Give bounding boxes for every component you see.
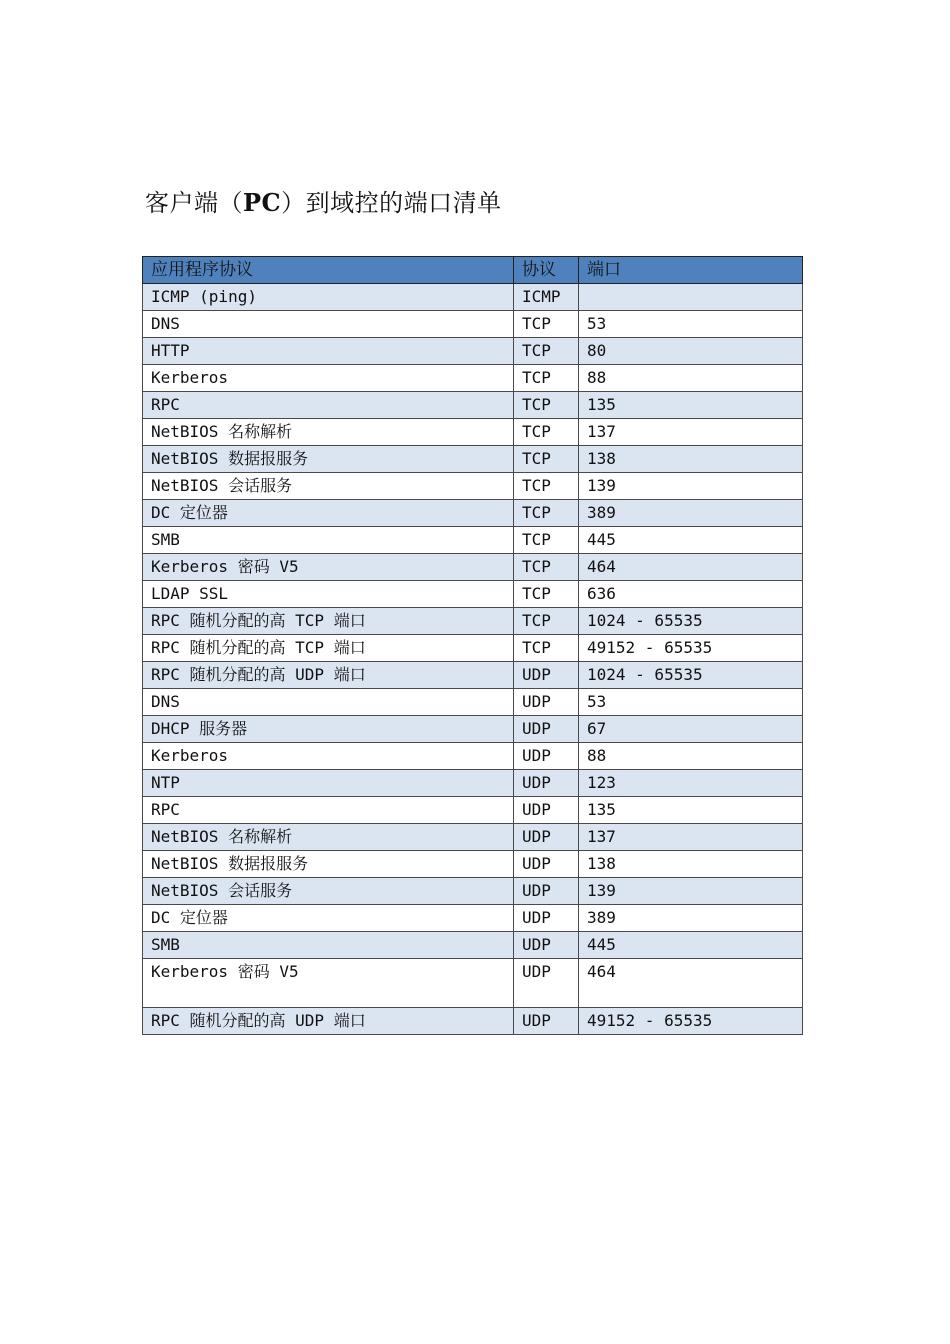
table-row (143, 851, 803, 878)
cell-application-protocol: RPC 随机分配的高 TCP 端口 (143, 635, 514, 662)
cell-protocol: UDP (514, 743, 579, 770)
cell-protocol: UDP (514, 797, 579, 824)
header-application-protocol: 应用程序协议 (143, 257, 514, 284)
cell-protocol: TCP (514, 419, 579, 446)
cell-protocol: UDP (514, 905, 579, 932)
cell-protocol: UDP (514, 662, 579, 689)
table-row (143, 311, 803, 338)
cell-port: 636 (579, 581, 803, 608)
cell-port: 138 (579, 446, 803, 473)
cell-port: 88 (579, 365, 803, 392)
table-row (143, 419, 803, 446)
cell-protocol: TCP (514, 554, 579, 581)
cell-application-protocol: RPC 随机分配的高 UDP 端口 (143, 662, 514, 689)
cell-application-protocol: HTTP (143, 338, 514, 365)
cell-port (579, 284, 803, 311)
cell-protocol: TCP (514, 392, 579, 419)
cell-application-protocol: LDAP SSL (143, 581, 514, 608)
cell-protocol: ICMP (514, 284, 579, 311)
cell-application-protocol: RPC (143, 392, 514, 419)
cell-port: 80 (579, 338, 803, 365)
table-row (143, 608, 803, 635)
cell-application-protocol: RPC 随机分配的高 UDP 端口 (143, 1008, 514, 1035)
table-row (143, 905, 803, 932)
table-row (143, 959, 803, 1008)
cell-port: 135 (579, 797, 803, 824)
table-row (143, 662, 803, 689)
table-row (143, 500, 803, 527)
table-row (143, 635, 803, 662)
cell-application-protocol: ICMP (ping) (143, 284, 514, 311)
cell-protocol: TCP (514, 608, 579, 635)
cell-application-protocol: NetBIOS 数据报服务 (143, 446, 514, 473)
table-row (143, 797, 803, 824)
cell-application-protocol: NTP (143, 770, 514, 797)
cell-port: 53 (579, 689, 803, 716)
page-title-prefix: 客户端（ (145, 189, 243, 217)
cell-port: 445 (579, 527, 803, 554)
table-row (143, 824, 803, 851)
cell-port: 464 (579, 959, 803, 1008)
cell-port: 49152 - 65535 (579, 635, 803, 662)
cell-port: 137 (579, 419, 803, 446)
cell-protocol: UDP (514, 1008, 579, 1035)
cell-protocol: UDP (514, 716, 579, 743)
table-row (143, 689, 803, 716)
cell-application-protocol: Kerberos (143, 365, 514, 392)
cell-application-protocol: DNS (143, 311, 514, 338)
table-header (143, 257, 803, 284)
cell-port: 1024 - 65535 (579, 608, 803, 635)
cell-protocol: TCP (514, 581, 579, 608)
cell-application-protocol: RPC (143, 797, 514, 824)
cell-port: 67 (579, 716, 803, 743)
cell-application-protocol: RPC 随机分配的高 TCP 端口 (143, 608, 514, 635)
cell-port: 53 (579, 311, 803, 338)
cell-port: 139 (579, 878, 803, 905)
header-protocol: 协议 (514, 257, 579, 284)
cell-application-protocol: NetBIOS 名称解析 (143, 419, 514, 446)
header-row (143, 257, 803, 284)
cell-port: 135 (579, 392, 803, 419)
cell-application-protocol: DHCP 服务器 (143, 716, 514, 743)
table-row (143, 743, 803, 770)
cell-protocol: TCP (514, 635, 579, 662)
cell-application-protocol: DNS (143, 689, 514, 716)
cell-application-protocol: NetBIOS 数据报服务 (143, 851, 514, 878)
cell-port: 49152 - 65535 (579, 1008, 803, 1035)
cell-protocol: TCP (514, 311, 579, 338)
cell-protocol: UDP (514, 770, 579, 797)
cell-application-protocol: Kerberos (143, 743, 514, 770)
port-table (142, 256, 803, 1035)
cell-protocol: UDP (514, 878, 579, 905)
cell-application-protocol: NetBIOS 名称解析 (143, 824, 514, 851)
cell-application-protocol: SMB (143, 932, 514, 959)
table-row (143, 392, 803, 419)
table-row (143, 284, 803, 311)
cell-application-protocol: Kerberos 密码 V5 (143, 959, 514, 1008)
cell-port: 123 (579, 770, 803, 797)
cell-protocol: TCP (514, 446, 579, 473)
cell-application-protocol: NetBIOS 会话服务 (143, 473, 514, 500)
table-row (143, 878, 803, 905)
cell-protocol: UDP (514, 689, 579, 716)
cell-port: 137 (579, 824, 803, 851)
cell-protocol: UDP (514, 851, 579, 878)
cell-port: 1024 - 65535 (579, 662, 803, 689)
cell-port: 138 (579, 851, 803, 878)
cell-application-protocol: Kerberos 密码 V5 (143, 554, 514, 581)
table-row (143, 473, 803, 500)
table-row (143, 932, 803, 959)
cell-application-protocol: NetBIOS 会话服务 (143, 878, 514, 905)
table-body (143, 284, 803, 1035)
table-row (143, 716, 803, 743)
table-row (143, 1008, 803, 1035)
cell-protocol: TCP (514, 500, 579, 527)
table-row (143, 581, 803, 608)
table-row (143, 365, 803, 392)
page-title (145, 186, 502, 220)
cell-application-protocol: DC 定位器 (143, 500, 514, 527)
cell-application-protocol: SMB (143, 527, 514, 554)
page-title-bold: PC (243, 188, 282, 217)
header-port: 端口 (579, 257, 803, 284)
cell-application-protocol: DC 定位器 (143, 905, 514, 932)
cell-port: 445 (579, 932, 803, 959)
table-row (143, 338, 803, 365)
table-row (143, 554, 803, 581)
cell-port: 88 (579, 743, 803, 770)
cell-protocol: UDP (514, 932, 579, 959)
cell-protocol: TCP (514, 473, 579, 500)
cell-protocol: TCP (514, 338, 579, 365)
table-row (143, 770, 803, 797)
page-title-suffix: ）到域控的端口清单 (281, 189, 502, 217)
cell-protocol: UDP (514, 824, 579, 851)
cell-port: 389 (579, 500, 803, 527)
cell-port: 389 (579, 905, 803, 932)
table-row (143, 527, 803, 554)
table-row (143, 446, 803, 473)
cell-protocol: TCP (514, 365, 579, 392)
cell-port: 464 (579, 554, 803, 581)
cell-port: 139 (579, 473, 803, 500)
cell-protocol: TCP (514, 527, 579, 554)
cell-protocol: UDP (514, 959, 579, 1008)
